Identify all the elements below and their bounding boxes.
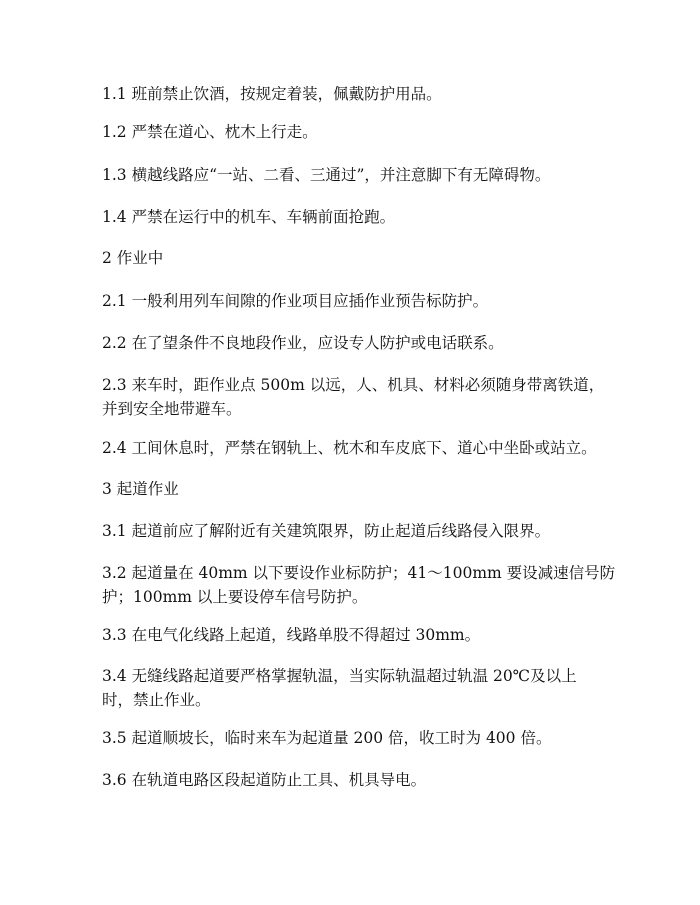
paragraph-line: 3.1 起道前应了解附近有关建筑限界，防止起道后线路侵入限界。 xyxy=(102,522,551,540)
paragraph-2-2 xyxy=(102,331,622,355)
paragraph-2-1 xyxy=(102,289,622,313)
paragraph-line: 3.2 起道量在 40mm 以下要设作业标防护；41～100mm 要设减速信号防 xyxy=(102,564,616,582)
paragraph-3-6 xyxy=(102,768,622,792)
paragraph-3-3 xyxy=(102,623,622,647)
paragraph-line: 1.1 班前禁止饮酒，按规定着装，佩戴防护用品。 xyxy=(102,85,442,103)
paragraph-1-1 xyxy=(102,82,622,106)
paragraph-3-1 xyxy=(102,519,622,543)
paragraph-3-2 xyxy=(102,561,622,609)
paragraph-2-4 xyxy=(102,436,622,460)
paragraph-line: 时，禁止作业。 xyxy=(102,691,211,709)
paragraph-line: 3.4 无缝线路起道要严格掌握轨温，当实际轨温超过轨温 20℃及以上 xyxy=(102,667,577,685)
paragraph-2-3 xyxy=(102,373,622,421)
paragraph-line: 3.6 在轨道电路区段起道防止工具、机具导电。 xyxy=(102,771,427,789)
section-heading-2 xyxy=(102,246,622,270)
paragraph-line: 2.3 来车时，距作业点 500m 以远，人、机具、材料必须随身带离铁道， xyxy=(102,376,605,394)
paragraph-line: 1.3 横越线路应“一站、二看、三通过”，并注意脚下有无障碍物。 xyxy=(102,166,551,184)
paragraph-3-4 xyxy=(102,664,622,712)
paragraph-line: 3 起道作业 xyxy=(102,480,179,498)
paragraph-1-2 xyxy=(102,120,622,144)
paragraph-line: 护；100mm 以上要设停车信号防护。 xyxy=(102,588,368,606)
paragraph-line: 3.3 在电气化线路上起道，线路单股不得超过 30mm。 xyxy=(102,626,481,644)
paragraph-1-4 xyxy=(102,205,622,229)
paragraph-line: 2.2 在了望条件不良地段作业，应设专人防护或电话联系。 xyxy=(102,334,504,352)
paragraph-line: 2.4 工间休息时，严禁在钢轨上、枕木和车皮底下、道心中坐卧或站立。 xyxy=(102,439,597,457)
paragraph-3-5 xyxy=(102,726,622,750)
paragraph-line: 并到安全地带避车。 xyxy=(102,400,242,418)
paragraph-line: 2 作业中 xyxy=(102,249,164,267)
paragraph-line: 1.2 严禁在道心、枕木上行走。 xyxy=(102,123,318,141)
paragraph-1-3 xyxy=(102,163,622,187)
paragraph-line: 3.5 起道顺坡长，临时来车为起道量 200 倍，收工时为 400 倍。 xyxy=(102,729,552,747)
paragraph-line: 1.4 严禁在运行中的机车、车辆前面抢跑。 xyxy=(102,208,396,226)
paragraph-line: 2.1 一般利用列车间隙的作业项目应插作业预告标防护。 xyxy=(102,292,489,310)
section-heading-3 xyxy=(102,477,622,501)
